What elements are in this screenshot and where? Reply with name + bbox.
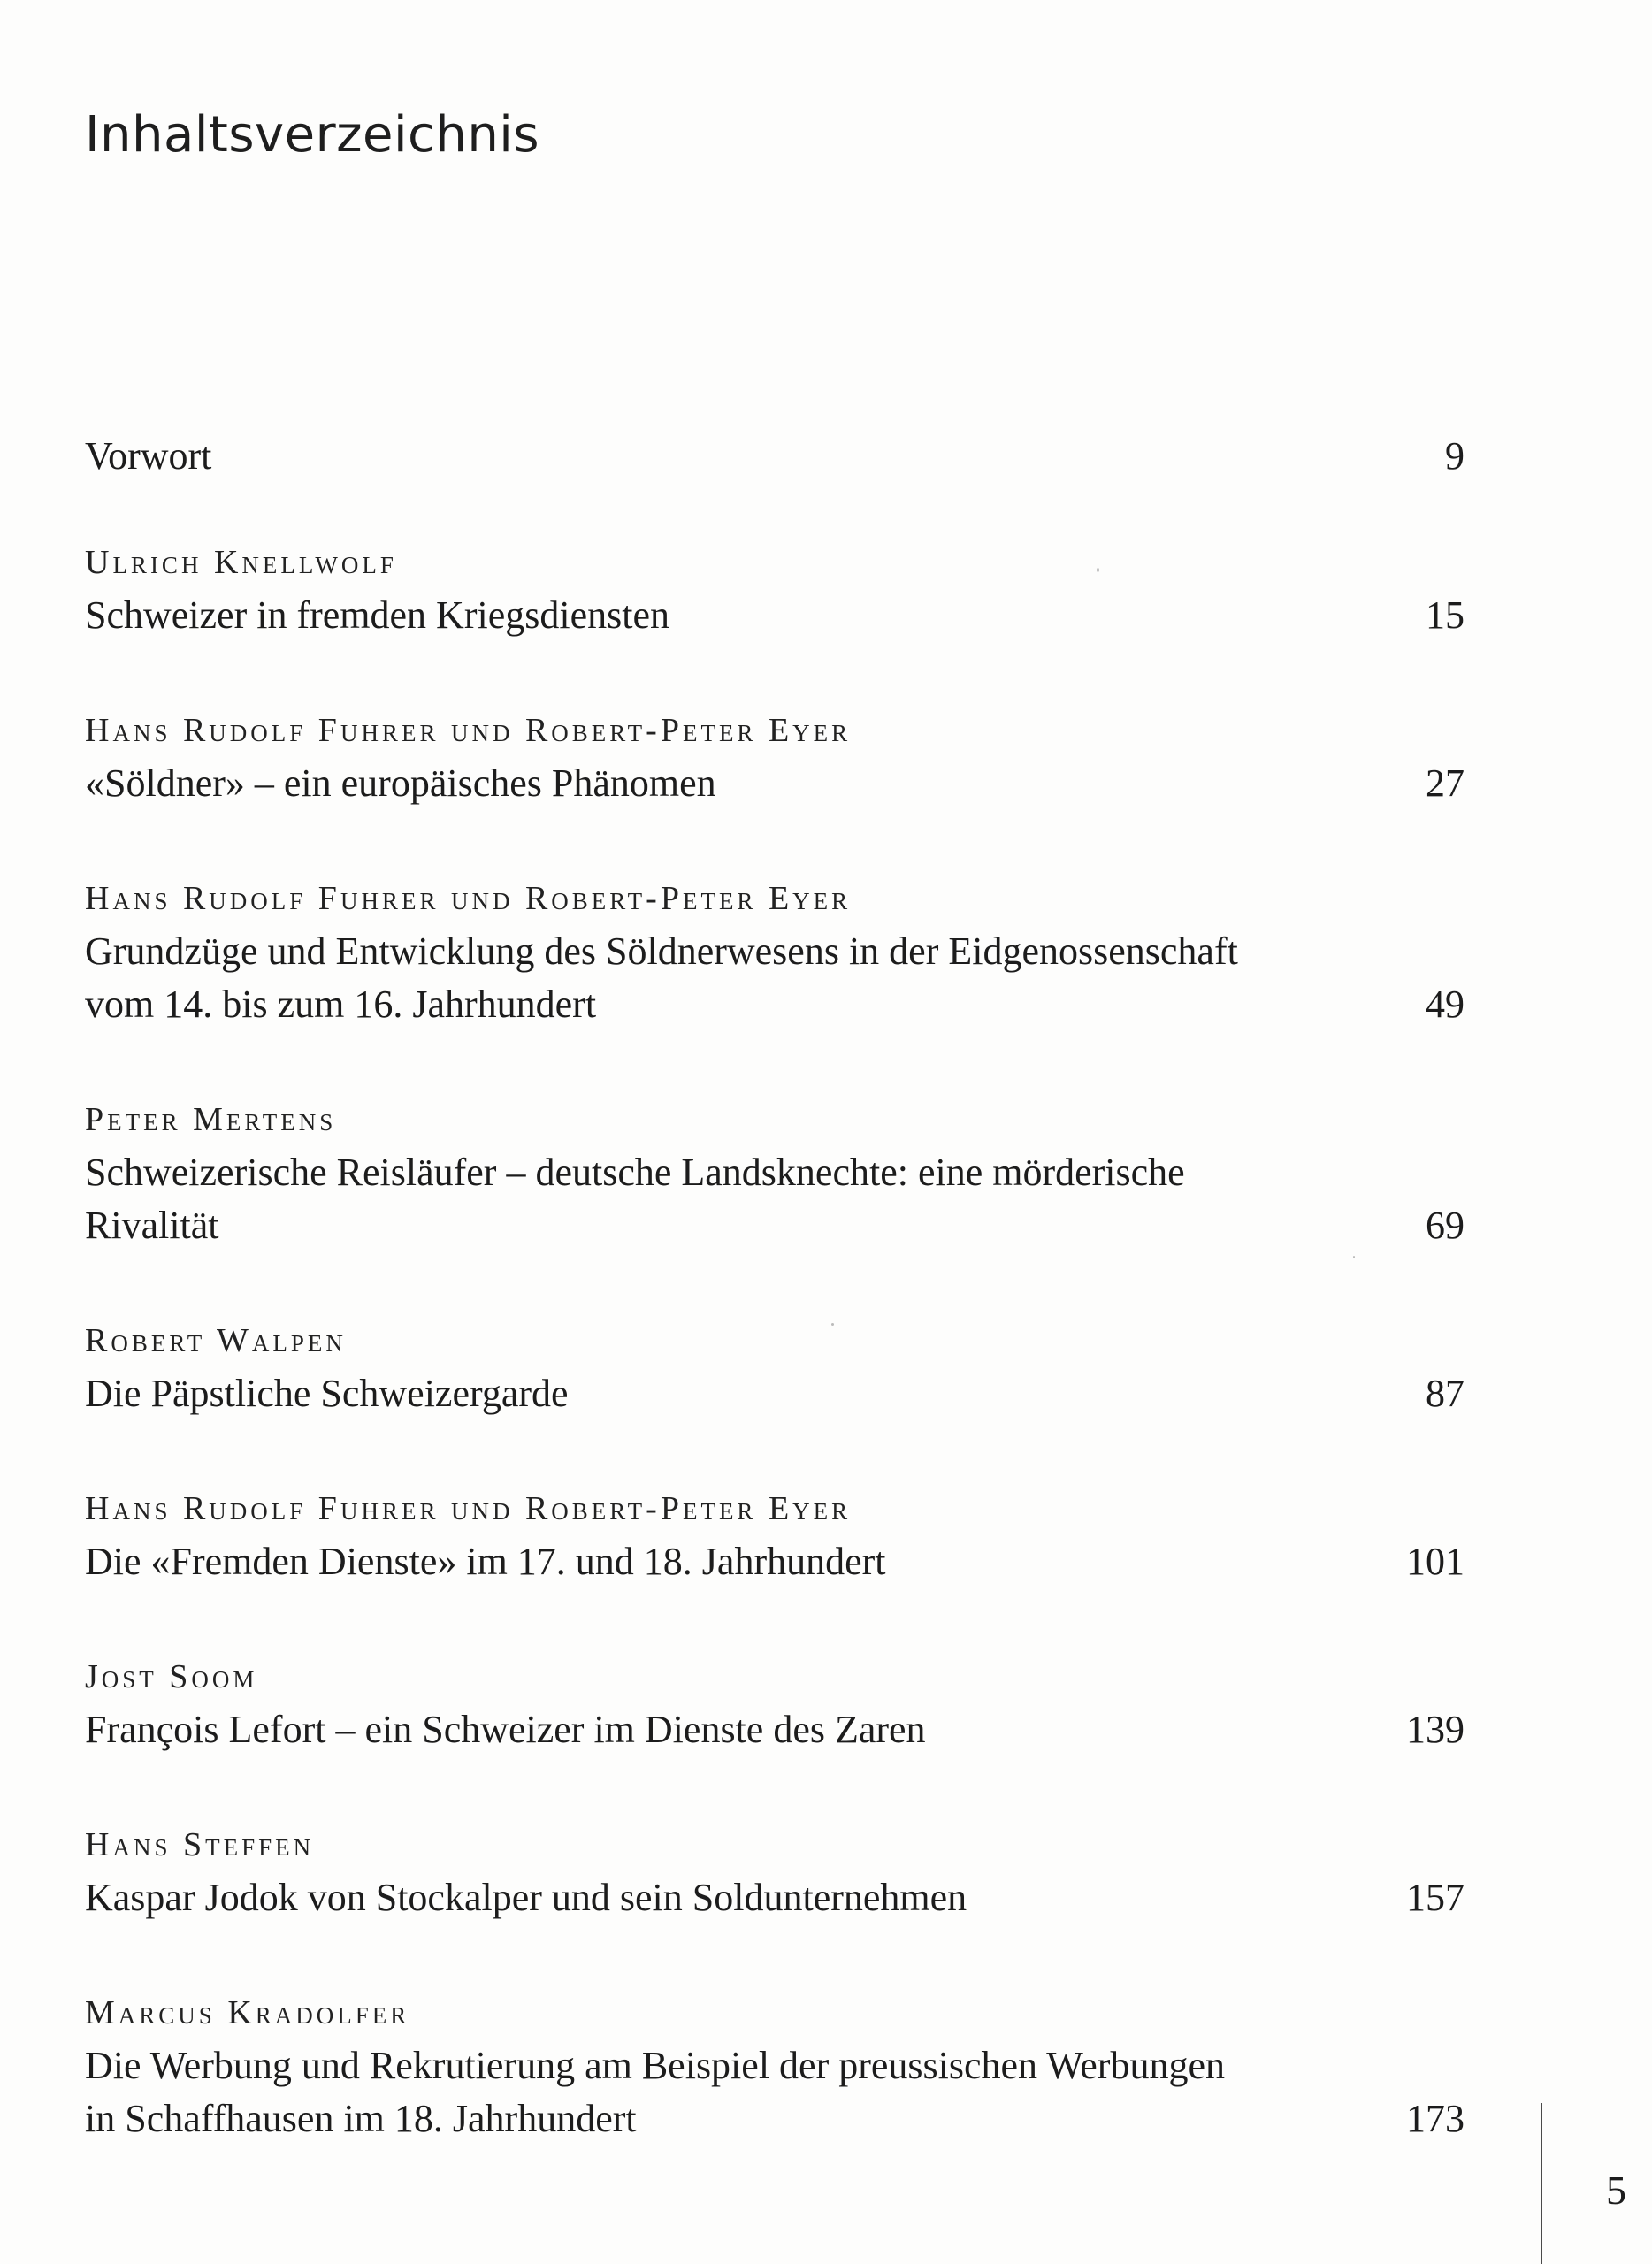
toc-entry — [85, 536, 1465, 642]
paper-speck — [831, 1323, 834, 1326]
toc-row — [85, 1703, 1465, 1756]
margin-rule — [1541, 2103, 1542, 2264]
toc-page-number: 27 — [1426, 761, 1465, 805]
toc-author: Hans Rudolf Fuhrer und Robert-Peter Eyer — [85, 1490, 852, 1527]
toc-entry — [85, 1818, 1465, 1924]
toc-row — [85, 589, 1465, 642]
toc-entry — [85, 704, 1465, 810]
toc-row — [85, 1367, 1465, 1420]
toc-author: Robert Walpen — [85, 1322, 347, 1359]
toc-entry — [85, 1314, 1465, 1420]
toc-row — [85, 925, 1465, 1031]
page-folio: 5 — [1606, 2168, 1626, 2213]
page-title: Inhaltsverzeichnis — [85, 106, 540, 164]
paper-speck — [1353, 1256, 1355, 1258]
toc-row — [85, 2039, 1465, 2145]
toc-row — [85, 757, 1465, 810]
toc-row — [85, 1146, 1465, 1252]
toc-row — [85, 1535, 1465, 1588]
toc-page-number: 69 — [1426, 1204, 1465, 1247]
toc-page-number: 101 — [1406, 1540, 1465, 1583]
toc-author: Hans Steffen — [85, 1826, 315, 1863]
toc-title: François Lefort – ein Schweizer im Dienste des Zaren — [85, 1708, 926, 1751]
toc-page-number: 15 — [1426, 593, 1465, 637]
toc-entry-preface — [85, 430, 1465, 483]
toc-page-number: 139 — [1406, 1708, 1465, 1751]
toc-page-number: 9 — [1445, 434, 1465, 478]
toc-author: Marcus Kradolfer — [85, 1994, 410, 2031]
toc-author: Peter Mertens — [85, 1101, 337, 1138]
toc-title: Die Werbung und Rekrutierung am Beispiel der preussischen Werbungen in Schaffhausen im 18. Jahrhundert — [85, 2044, 1225, 2140]
toc-title: Vorwort — [85, 434, 212, 478]
toc-title: Die Päpstliche Schweizergarde — [85, 1372, 569, 1415]
toc-entry — [85, 1482, 1465, 1588]
toc-entry — [85, 1093, 1465, 1252]
toc-title: «Söldner» – ein europäisches Phänomen — [85, 761, 716, 805]
toc-title: Die «Fremden Dienste» im 17. und 18. Jahrhundert — [85, 1540, 886, 1583]
toc-title: Schweizerische Reisläufer – deutsche Landsknechte: eine mörderische Rivalität — [85, 1151, 1185, 1247]
toc-row — [85, 1871, 1465, 1924]
paper-speck — [1097, 568, 1099, 572]
toc-entry — [85, 1650, 1465, 1756]
toc-page-number: 87 — [1426, 1372, 1465, 1415]
table-of-contents — [85, 430, 1465, 2207]
toc-author: Hans Rudolf Fuhrer und Robert-Peter Eyer — [85, 712, 852, 749]
toc-author: Jost Soom — [85, 1658, 258, 1695]
toc-entry — [85, 872, 1465, 1031]
toc-page-number: 49 — [1426, 983, 1465, 1026]
toc-author: Ulrich Knellwolf — [85, 544, 397, 581]
toc-title: Schweizer in fremden Kriegsdiensten — [85, 593, 669, 637]
toc-title: Grundzüge und Entwicklung des Söldnerwesens in der Eidgenossenschaft vom 14. bis zum 16. Jahrhundert — [85, 929, 1238, 1026]
toc-page-number: 173 — [1406, 2097, 1465, 2140]
toc-author: Hans Rudolf Fuhrer und Robert-Peter Eyer — [85, 880, 852, 917]
toc-row — [85, 430, 1465, 483]
toc-title: Kaspar Jodok von Stockalper und sein Soldunternehmen — [85, 1876, 967, 1919]
toc-page-number: 157 — [1406, 1876, 1465, 1919]
toc-entry — [85, 1986, 1465, 2145]
